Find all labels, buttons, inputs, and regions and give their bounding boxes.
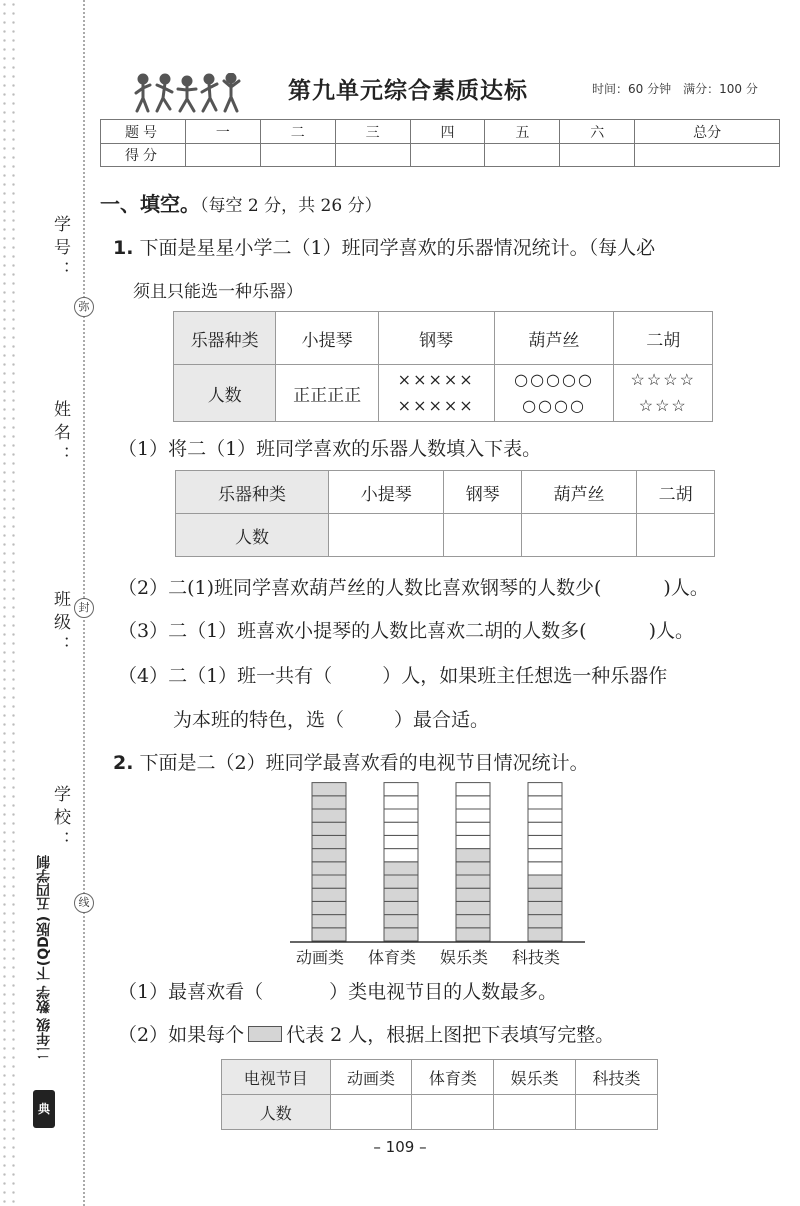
bar-cell-shaded <box>456 915 490 928</box>
piano-marks <box>378 365 494 422</box>
bar-cell-shaded <box>312 822 346 835</box>
bar-cell-empty <box>528 862 562 875</box>
bar-cell-shaded <box>312 901 346 914</box>
bar-cell-empty <box>456 822 490 835</box>
count-answer-row <box>176 514 715 557</box>
instrument-name: 二胡 <box>637 471 715 514</box>
q1-sub1: （1）将二（1）班同学喜欢的乐器人数填入下表。 <box>118 438 542 460</box>
bar-cell-shaded <box>384 862 418 875</box>
instrument-name: 小提琴 <box>329 471 444 514</box>
bar-cell-shaded <box>384 875 418 888</box>
tally-header-label: 乐器种类 <box>174 312 276 365</box>
q2-prompt <box>113 748 589 775</box>
erhu-marks <box>614 365 713 422</box>
time-limit: 时间：60 分钟 <box>592 82 672 96</box>
score-cell[interactable] <box>635 144 780 167</box>
page-title: 第九单元综合素质达标 <box>288 78 528 104</box>
bar-cell-empty <box>384 783 418 796</box>
bar-cell-shaded <box>384 888 418 901</box>
tv-count-label: 人数 <box>222 1095 331 1130</box>
bar-cell-empty <box>528 783 562 796</box>
violin-tally: 正正正正 <box>276 365 378 422</box>
answer-cell[interactable] <box>494 1095 576 1130</box>
tally-marks-row <box>174 365 713 422</box>
bar-category-label: 动画类 <box>296 948 345 967</box>
bar-3 <box>456 783 490 941</box>
bar-category-label: 娱乐类 <box>440 948 489 967</box>
q2-sub2 <box>118 1020 614 1047</box>
school-label: 学校： <box>50 785 70 854</box>
bar-cell-shaded <box>528 901 562 914</box>
bar-cell-empty <box>528 809 562 822</box>
bar-cell-empty <box>384 796 418 809</box>
tally-header-row <box>174 312 713 365</box>
q1-sub2-text: （2）二(1)班同学喜欢葫芦丝的人数比喜欢钢琴的人数少( <box>118 577 602 599</box>
score-cell[interactable] <box>260 144 335 167</box>
score-cell[interactable] <box>560 144 635 167</box>
score-label: 得分 <box>101 144 186 167</box>
seal-mark-feng: 封 <box>74 598 94 618</box>
answer-cell[interactable] <box>637 514 715 557</box>
q1-prompt-line2: 须且只能选一种乐器） <box>133 282 303 302</box>
score-table-header-row <box>101 120 780 144</box>
running-figures-icon <box>133 73 243 115</box>
bar-cell-shaded <box>528 888 562 901</box>
score-col: 总分 <box>635 120 780 144</box>
q1-sub4-tail: ）最合适。 <box>394 709 490 731</box>
q2-sub1 <box>118 977 557 1004</box>
bar-cell-shaded <box>312 862 346 875</box>
answer-cell[interactable] <box>412 1095 494 1130</box>
q2-text: 下面是二（2）班同学最喜欢看的电视节目情况统计。 <box>139 752 589 774</box>
margin-dot-pattern <box>0 0 18 1206</box>
score-row-header: 题号 <box>101 120 186 144</box>
bar-cell-empty <box>384 835 418 848</box>
bar-cell-shaded <box>312 915 346 928</box>
bar-cell-empty <box>528 835 562 848</box>
seal-mark-xian: 线 <box>74 893 94 913</box>
bar-cell-empty <box>384 822 418 835</box>
bar-cell-empty <box>456 783 490 796</box>
class-label: 班级： <box>50 590 70 659</box>
erhu-marks-line: ☆☆☆☆ <box>630 370 696 389</box>
bar-cell-shaded <box>456 862 490 875</box>
bar-cell-shaded <box>456 928 490 941</box>
shaded-cell-legend-icon <box>248 1026 282 1042</box>
score-table <box>100 119 780 167</box>
score-col: 一 <box>186 120 261 144</box>
answer-cell[interactable] <box>576 1095 658 1130</box>
answer-cell[interactable] <box>329 514 444 557</box>
score-col: 四 <box>410 120 485 144</box>
book-brand-text: 二年级 数学 下(QD版) 五四学制 <box>36 855 52 1060</box>
score-cell[interactable] <box>335 144 410 167</box>
section-title: 一、填空。 <box>100 192 200 216</box>
page-number: – 109 – <box>373 1138 427 1156</box>
score-col: 五 <box>485 120 560 144</box>
q2-sub1-text: （1）最喜欢看（ <box>118 981 264 1003</box>
program-name: 娱乐类 <box>494 1060 576 1095</box>
count-row-label: 人数 <box>176 514 329 557</box>
hulusi-marks <box>494 365 614 422</box>
score-col: 六 <box>560 120 635 144</box>
bar-cell-shaded <box>312 928 346 941</box>
count-header-label: 乐器种类 <box>176 471 329 514</box>
answer-cell[interactable] <box>522 514 637 557</box>
q1-sub4-text: （4）二（1）班一共有（ <box>118 665 333 687</box>
bar-cell-shaded <box>312 875 346 888</box>
q1-sub4 <box>118 661 667 688</box>
bar-cell-shaded <box>312 809 346 822</box>
bar-cell-shaded <box>456 888 490 901</box>
q1-sub4-text2: 为本班的特色，选（ <box>173 709 345 731</box>
score-cell[interactable] <box>485 144 560 167</box>
bar-2 <box>384 783 418 941</box>
section-note: （每空 2 分，共 26 分） <box>200 196 382 216</box>
score-col: 三 <box>335 120 410 144</box>
instrument-name: 葫芦丝 <box>522 471 637 514</box>
q1-sub2 <box>118 573 709 600</box>
bar-cell-shaded <box>384 928 418 941</box>
bar-cell-shaded <box>456 901 490 914</box>
instrument-count-table <box>175 470 715 557</box>
bar-cell-shaded <box>384 901 418 914</box>
q1-sub3 <box>118 616 694 643</box>
bar-cell-empty <box>456 809 490 822</box>
answer-cell[interactable] <box>330 1095 412 1130</box>
instrument-name: 小提琴 <box>276 312 378 365</box>
bar-cell-empty <box>456 835 490 848</box>
piano-marks-line: ××××× <box>397 370 475 389</box>
exam-meta <box>592 80 770 97</box>
piano-marks-line: ××××× <box>397 396 475 415</box>
program-name: 动画类 <box>330 1060 412 1095</box>
q1-sub2-tail: )人。 <box>663 577 709 599</box>
bar-cell-empty <box>528 849 562 862</box>
erhu-marks-line: ☆☆☆ <box>638 396 688 415</box>
q1-text: 下面是星星小学二（1）班同学喜欢的乐器情况统计。（每人必 <box>139 237 656 259</box>
tv-header-row <box>222 1060 658 1095</box>
student-number-label: 学号： <box>50 215 70 284</box>
score-cell[interactable] <box>186 144 261 167</box>
bar-cell-empty <box>528 822 562 835</box>
q1-sub4-continued <box>173 705 489 732</box>
name-label: 姓名： <box>50 400 70 469</box>
tv-answer-row <box>222 1095 658 1130</box>
q2-number: 2. <box>113 752 134 774</box>
program-name: 体育类 <box>412 1060 494 1095</box>
bar-cell-shaded <box>456 849 490 862</box>
q1-prompt-line1 <box>113 233 655 260</box>
score-col: 二 <box>260 120 335 144</box>
q1-sub4-mid: ）人，如果班主任想选一种乐器作 <box>382 665 668 687</box>
bar-cell-shaded <box>312 796 346 809</box>
instrument-tally-table <box>173 311 713 422</box>
seal-mark-mi: 弥 <box>74 297 94 317</box>
bar-cell-shaded <box>312 783 346 796</box>
bar-cell-empty <box>384 849 418 862</box>
bar-1 <box>312 783 346 941</box>
count-header-row <box>176 471 715 514</box>
tv-header-label: 电视节目 <box>222 1060 331 1095</box>
q1-sub3-text: （3）二（1）班喜欢小提琴的人数比喜欢二胡的人数多( <box>118 620 587 642</box>
bar-category-label: 科技类 <box>512 948 561 967</box>
bar-cell-shaded <box>384 915 418 928</box>
bar-cell-shaded <box>528 928 562 941</box>
instrument-name: 钢琴 <box>378 312 494 365</box>
score-table-score-row <box>101 144 780 167</box>
bar-cell-shaded <box>312 849 346 862</box>
q2-sub2-text: （2）如果每个 <box>118 1024 245 1046</box>
bar-cell-empty <box>384 809 418 822</box>
instrument-name: 钢琴 <box>444 471 522 514</box>
hulusi-marks-line: ○○○○○ <box>514 370 594 389</box>
instrument-name: 葫芦丝 <box>494 312 614 365</box>
q1-sub3-tail: )人。 <box>648 620 695 642</box>
brand-logo: 典点 <box>33 1090 55 1128</box>
instrument-name: 二胡 <box>614 312 713 365</box>
program-name: 科技类 <box>576 1060 658 1095</box>
q2-sub2-tail: 代表 2 人，根据上图把下表填写完整。 <box>286 1024 615 1046</box>
hulusi-marks-line: ○○○○ <box>522 396 586 415</box>
q1-number: 1. <box>113 237 134 259</box>
bar-cell-shaded <box>312 888 346 901</box>
bar-cell-shaded <box>312 835 346 848</box>
bar-cell-empty <box>456 796 490 809</box>
bar-cell-shaded <box>528 875 562 888</box>
answer-cell[interactable] <box>444 514 522 557</box>
bar-category-label: 体育类 <box>368 948 417 967</box>
bar-cell-empty <box>528 796 562 809</box>
tally-count-label: 人数 <box>174 365 276 422</box>
q2-sub1-tail: ）类电视节目的人数最多。 <box>329 981 558 1003</box>
full-score: 满分：100 分 <box>683 82 758 96</box>
score-cell[interactable] <box>410 144 485 167</box>
bar-cell-shaded <box>456 875 490 888</box>
section-heading <box>100 188 382 217</box>
bar-cell-shaded <box>528 915 562 928</box>
bar-4 <box>528 783 562 941</box>
tv-program-table <box>221 1059 658 1130</box>
